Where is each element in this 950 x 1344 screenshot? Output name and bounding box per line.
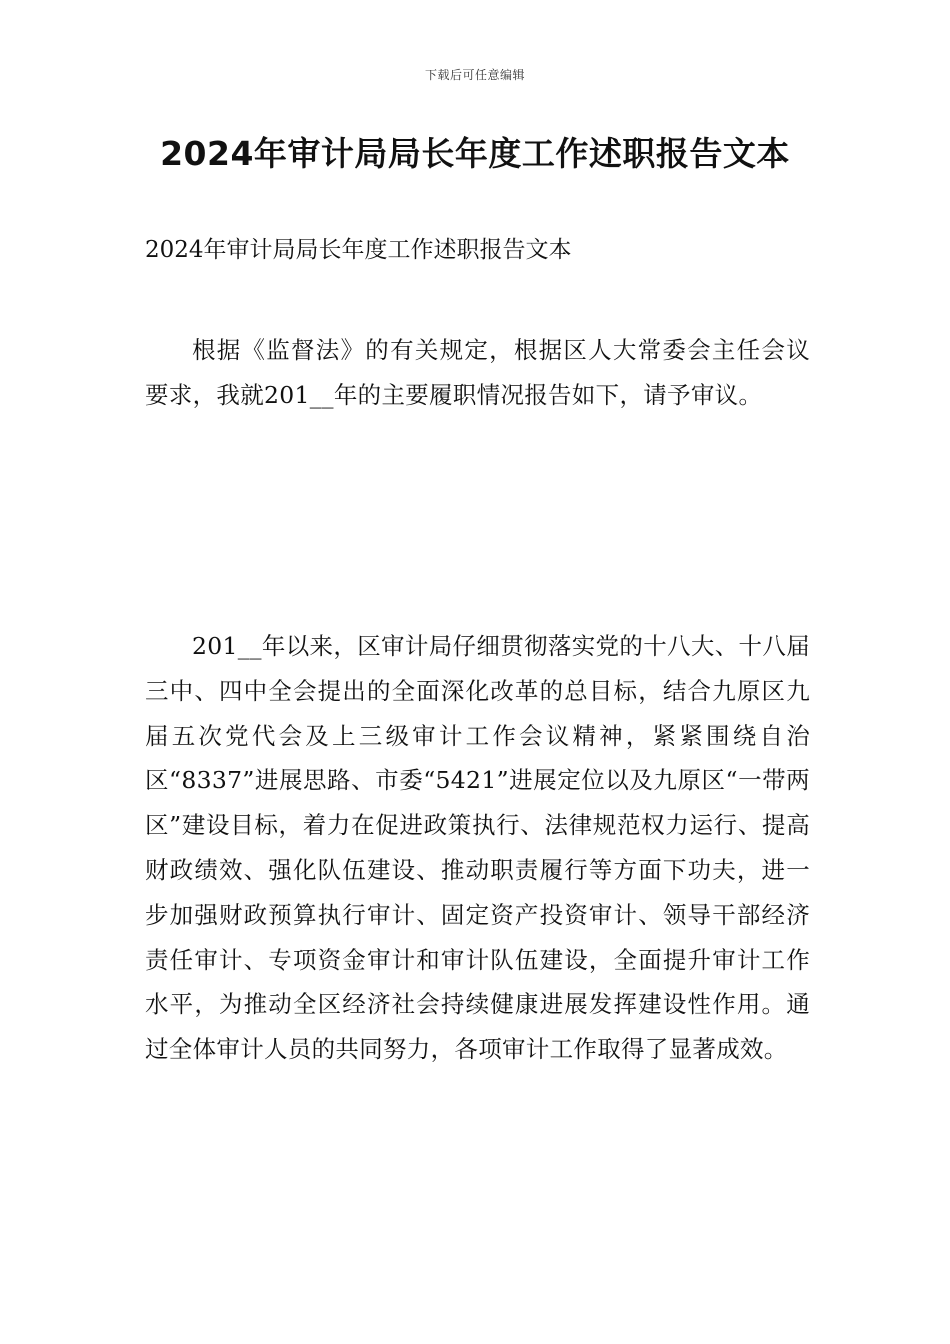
paragraph-summary: 201__年以来，区审计局仔细贯彻落实党的十八大、十八届三中、四中全会提出的全面深化改革的总目标，结合九原区九届五次党代会及上三级审计工作会议精神，紧紧围绕自治区“8337”进展思路、市委“5421”进展定位以及九原区“一带两区”建设目标，着力在促进政策执行、法律规范权力运行、提高财政绩效、强化队伍建设、推动职责履行等方面下功夫，进一步加强财政预算执行审计、固定资产投资审计、领导干部经济责任审计、专项资金审计和审计队伍建设，全面提升审计工作水平，为推动全区经济社会持续健康进展发挥建设性作用。通过全体审计人员的共同努力，各项审计工作取得了显著成效。 [145, 632, 810, 1064]
paragraph-intro: 根据《监督法》的有关规定，根据区人大常委会主任会议要求，我就201__年的主要履职情况报告如下，请予审议。 [145, 336, 810, 409]
document-title: 2024年审计局局长年度工作述职报告文本 [160, 134, 790, 173]
header-note: 下载后可任意编辑 [424, 68, 525, 82]
document-subtitle: 2024年审计局局长年度工作述职报告文本 [145, 237, 572, 263]
